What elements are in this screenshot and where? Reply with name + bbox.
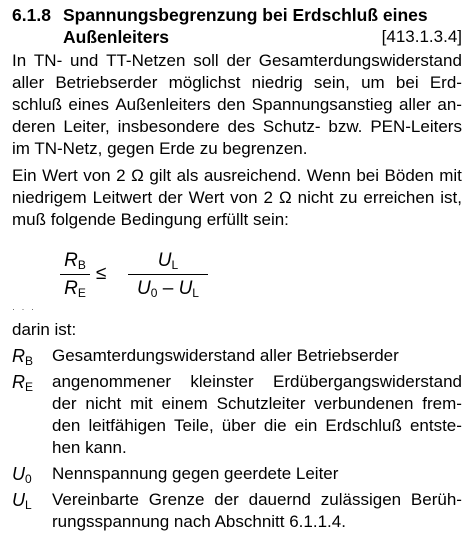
- voltage-ratio-fraction: [128, 249, 208, 301]
- paragraph-2-line: [12, 187, 462, 209]
- word: In: [12, 51, 27, 70]
- definition-symbol: [12, 371, 52, 459]
- word: der: [214, 490, 239, 509]
- word: frem-: [422, 394, 462, 413]
- symbol: U: [178, 278, 193, 299]
- word: entste-: [409, 416, 462, 435]
- word: dauernd: [248, 490, 312, 509]
- definition-symbol: [12, 345, 52, 367]
- word: der: [226, 51, 252, 70]
- word: 2: [116, 166, 126, 185]
- paragraph-1-line: [12, 116, 462, 138]
- section-reference: [413.1.3.4]: [381, 27, 462, 46]
- word: Erdschluß: [325, 416, 402, 435]
- section-title: [63, 4, 462, 48]
- fraction-bar: [60, 274, 90, 275]
- word: insbesondere: [117, 117, 220, 136]
- paragraph-1-line: [12, 50, 462, 72]
- paragraph-1-line: im TN-Netz, gegen Erde zu begrenzen.: [12, 139, 308, 158]
- symbol: R: [12, 346, 25, 366]
- paragraph-2: [12, 165, 462, 231]
- word: deren: [12, 117, 56, 136]
- definition-text: [52, 489, 462, 533]
- word: zulässigen: [320, 490, 402, 509]
- symbol: R: [64, 250, 78, 271]
- symbol: U: [157, 250, 172, 271]
- word: sein,: [313, 73, 350, 92]
- word: ist,: [440, 188, 462, 207]
- word: Erd-: [429, 73, 462, 92]
- word: nicht: [297, 188, 334, 207]
- symbol: R: [64, 278, 78, 299]
- word: Erdübergangswiderstand: [272, 372, 462, 391]
- word: eines: [68, 95, 110, 114]
- word: Außenleiters: [115, 95, 211, 114]
- definition-line: hen kann.: [52, 438, 127, 457]
- word: leitfähigen: [88, 416, 166, 435]
- definition-line: [52, 489, 462, 511]
- fraction-numerator-rb: [60, 249, 90, 273]
- word: nicht: [85, 394, 122, 413]
- word: niedrigem: [12, 188, 87, 207]
- word: soll: [193, 51, 219, 70]
- word: PEN-Leiters: [370, 117, 462, 136]
- word: möglichst: [168, 73, 241, 92]
- word: von: [230, 188, 258, 207]
- fraction-denominator-u0-minus-ul: [128, 277, 208, 301]
- separator-dots: · · ·: [12, 304, 36, 314]
- word: die: [263, 416, 287, 435]
- symbol: U: [12, 464, 25, 484]
- word: der: [158, 188, 183, 207]
- word: ausreichend.: [203, 166, 302, 185]
- definition-line: [52, 393, 462, 415]
- definition-text: [52, 463, 462, 485]
- definition-item-rb: [12, 345, 462, 367]
- word: der: [52, 394, 77, 413]
- section-title-line-1: Spannungsbegrenzung bei Erdschluß eines: [63, 5, 428, 25]
- word: Ω: [131, 166, 144, 185]
- word: als: [176, 166, 199, 185]
- word: Ein: [12, 166, 37, 185]
- word: 2: [263, 188, 273, 207]
- definition-line: [52, 371, 462, 393]
- subscript: B: [77, 258, 86, 272]
- word: Böden: [384, 166, 434, 185]
- word: niedrig: [251, 73, 303, 92]
- subscript: L: [25, 498, 32, 512]
- subscript: E: [25, 380, 34, 394]
- symbol: U: [12, 490, 25, 510]
- word: Berüh-: [410, 490, 462, 509]
- resistance-ratio-fraction: [60, 249, 90, 301]
- subscript: E: [77, 286, 86, 300]
- word: Schutzleiter: [216, 394, 306, 413]
- definition-text: [52, 371, 462, 459]
- subscript: 0: [25, 472, 32, 486]
- definition-text: [52, 345, 462, 367]
- word: mit: [439, 166, 462, 185]
- word: bzw.: [328, 117, 363, 136]
- word: Grenze: [148, 490, 205, 509]
- word: mit: [130, 394, 153, 413]
- paragraph-1-line: [12, 94, 462, 116]
- symbol: R: [12, 372, 25, 392]
- word: von: [83, 166, 111, 185]
- minus-operator: –: [157, 278, 179, 299]
- definition-line: [52, 415, 462, 437]
- word: Gesamterdungswiderstand: [258, 51, 462, 70]
- word: des: [227, 117, 255, 136]
- word: Betriebserder: [55, 73, 158, 92]
- word: über: [221, 416, 256, 435]
- less-equal-operator: ≤: [96, 263, 107, 284]
- word: gilt: [149, 166, 172, 185]
- subscript: B: [25, 354, 34, 368]
- word: angenommener: [52, 372, 172, 391]
- word: aller: [12, 73, 45, 92]
- word: Leitwert: [92, 188, 153, 207]
- word: Wert: [188, 188, 225, 207]
- definition-item-u0: [12, 463, 462, 485]
- word: Wenn: [306, 166, 351, 185]
- fraction-denominator-re: [60, 277, 90, 301]
- paragraph-2-line: [12, 165, 462, 187]
- word: erreichen: [363, 188, 435, 207]
- word: einem: [161, 394, 208, 413]
- word: und: [69, 51, 99, 70]
- paragraph-1-line: [12, 72, 462, 94]
- definition-line: rungsspannung nach Abschnitt 6.1.1.4.: [52, 512, 346, 531]
- section-heading: [12, 4, 462, 48]
- word: zu: [339, 188, 358, 207]
- word: aller: [398, 95, 432, 114]
- definition-symbol: [12, 463, 52, 485]
- word: verbundenen: [314, 394, 414, 413]
- paragraph-1: [12, 50, 462, 160]
- definition-line: Gesamterdungswiderstand aller Betriebserder: [52, 346, 399, 365]
- word: Vereinbarte: [52, 490, 139, 509]
- word: ein: [294, 416, 318, 435]
- word: an-: [437, 95, 462, 114]
- document-page: [12, 4, 462, 533]
- word: TT-Netzen: [106, 51, 186, 70]
- word: kleinster: [190, 372, 254, 391]
- word: bei: [356, 166, 380, 185]
- word: um: [361, 73, 385, 92]
- where-label: darin ist:: [12, 320, 77, 339]
- word: Leiter,: [63, 117, 110, 136]
- section-number: 6.1.8: [12, 5, 51, 25]
- definition-symbol: [12, 489, 52, 533]
- subscript: 0: [150, 286, 158, 300]
- word: schluß: [12, 95, 63, 114]
- fraction-numerator-ul: [128, 249, 208, 273]
- definition-item-re: [12, 371, 462, 459]
- subscript: L: [192, 286, 199, 300]
- word: Schutz-: [262, 117, 321, 136]
- paragraph-2-line: muß folgende Bedingung erfüllt sein:: [12, 210, 289, 229]
- word: Ω: [278, 188, 292, 207]
- word: Spannungsanstieg: [251, 95, 393, 114]
- word: bei: [395, 73, 419, 92]
- subscript: L: [171, 258, 179, 272]
- section-title-line-2-row: [63, 26, 462, 48]
- word: Teile,: [174, 416, 214, 435]
- fraction-bar: [128, 274, 208, 275]
- definition-item-ul: [12, 489, 462, 533]
- condition-formula: [58, 249, 462, 305]
- word: Wert: [42, 166, 78, 185]
- word: TN-: [33, 51, 63, 70]
- definition-line: Nennspannung gegen geerdete Leiter: [52, 464, 339, 483]
- section-title-line-2: Außenleiters: [63, 27, 169, 47]
- symbol: U: [137, 278, 151, 299]
- word: den: [217, 95, 246, 114]
- word: den: [52, 416, 81, 435]
